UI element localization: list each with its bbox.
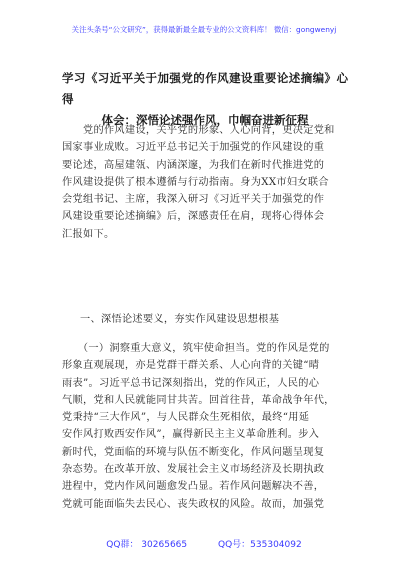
paragraph-line: 党就可能面临失去民心、丧失政权的风险。故而，加强党 (62, 498, 325, 510)
paragraph-line: 进程中，党内作风问题愈发凸显。若作风问题解决不善， (62, 481, 325, 493)
qq-number: QQ号：535304092 (218, 540, 302, 550)
intro-paragraph (62, 122, 348, 243)
intro-line: 国家事业成败。习近平总书记关于加强党的作风建设的重 (62, 142, 325, 154)
section-1-paragraph (62, 340, 348, 513)
paragraph-line: （一）洞察重大意义，筑牢使命担当。党的作风是党的 (62, 343, 330, 354)
paragraph-line: 党秉持“三大作风”，与人民群众生死相依，最终“用延 (62, 412, 310, 424)
paragraph-line: 雨表”。习近平总书记深刻指出，党的作风正，人民的心 (62, 377, 320, 389)
title-line-2: 体会：深悟论述强作风，巾帼奋进新征程 (101, 113, 309, 127)
section-heading-1: 一、深悟论述要义，夯实作风建设思想根基 (80, 314, 280, 325)
top-banner: 关注头条号“公文研究”，获得最新最全最专业的公文资料库！ 微信：gongwenyj (71, 25, 337, 34)
paragraph-line: 安作风打败西安作风”，赢得新民主主义革命胜利。步入 (62, 429, 320, 441)
intro-line: 会党组书记、主席，我深入研习《习近平关于加强党的作 (62, 194, 325, 206)
paragraph-line: 气顺，党和人民就能同甘共苦。回首往昔，革命战争年代， (62, 394, 335, 406)
qq-group: QQ群： 30265665 (106, 540, 188, 550)
paragraph-line: 新时代，党面临的环境与队伍不断变化，作风问题呈现复 (62, 446, 325, 458)
title-line-1: 学习《习近平关于加强党的作风建设重要论述摘编》心得 (62, 71, 348, 106)
intro-line: 风建设重要论述摘编》后，深感责任在肩，现将心得体会 (62, 211, 325, 223)
paragraph-line: 形象直观展现，亦是党群干群关系、人心向背的关键“晴 (62, 360, 320, 372)
intro-line: 党的作风建设，关乎党的形象、人心向背，更决定党和 (62, 125, 335, 136)
intro-line: 作风建设提供了根本遵循与行动指南。身为XX市妇女联合 (62, 176, 329, 188)
intro-line: 要论述，高屋建瓴、内涵深邃，为我们在新时代推进党的 (62, 159, 325, 171)
footer-contact (0, 537, 408, 550)
paragraph-line: 杂态势。在改革开放、发展社会主义市场经济及长期执政 (62, 464, 325, 476)
intro-line: 汇报如下。 (62, 228, 115, 240)
